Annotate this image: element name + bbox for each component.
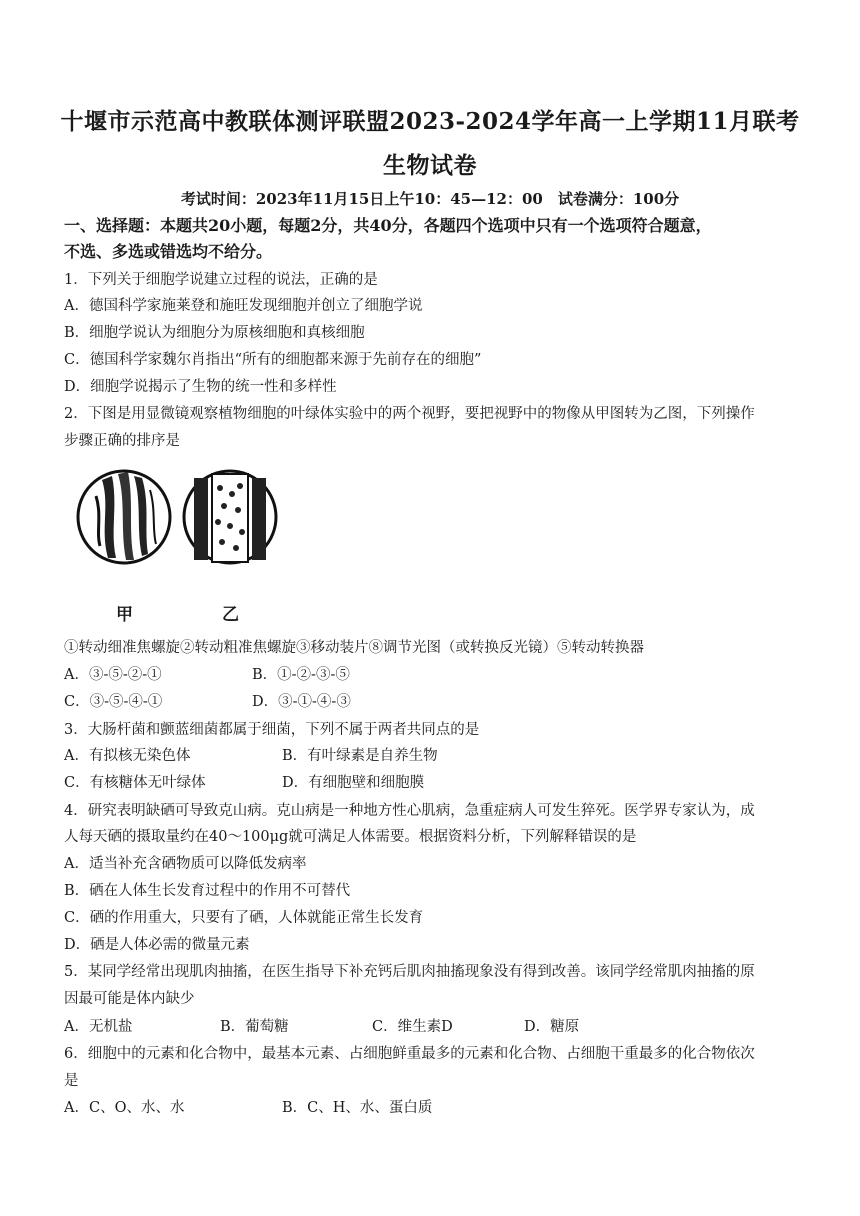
question-6-option-a: A．C、O、水、水 — [64, 1100, 185, 1116]
question-4-option-a: A．适当补充含硒物质可以降低发病率 — [64, 856, 307, 872]
question-5-stem-continued: 因最可能是体内缺少 — [64, 991, 195, 1007]
exam-info: 考试时间：2023年11月15日上午10：45—12：00 试卷满分：100分 — [180, 190, 680, 208]
question-2-stem: 2．下图是用显微镜观察植物细胞的叶绿体实验中的两个视野，要把视野中的物像从甲图转为乙图，下列操作 — [64, 406, 755, 422]
section-heading-continued: 不选、多选或错选均不给分。 — [64, 242, 273, 261]
question-2-steps: ①转动细准焦螺旋②转动粗准焦螺旋③移动装片⑧调节光图（或转换反光镜）⑤转动转换器 — [64, 640, 644, 656]
question-4-option-b: B．硒在人体生长发育过程中的作用不可替代 — [64, 883, 351, 899]
question-3-stem: 3．大肠杆菌和颤蓝细菌都属于细菌，下列不属于两者共同点的是 — [64, 722, 480, 738]
question-1-option-c: C．德国科学家魏尔肖指出“所有的细胞都来源于先前存在的细胞” — [64, 352, 482, 368]
question-1-option-d: D．细胞学说揭示了生物的统一性和多样性 — [64, 379, 337, 395]
section-heading: 一、选择题：本题共20小题，每题2分，共40分，各题四个选项中只有一个选项符合题意， — [64, 216, 712, 235]
question-6-stem-continued: 是 — [64, 1073, 79, 1089]
question-2-option-c: C．③-⑤-④-① — [64, 694, 163, 710]
question-4-option-c: C．硒的作用重大，只要有了硒，人体就能正常生长发育 — [64, 910, 424, 926]
view-yi — [184, 471, 276, 563]
question-5-option-a: A．无机盐 — [64, 1019, 133, 1035]
question-4-option-d: D．硒是人体必需的微量元素 — [64, 937, 250, 953]
question-2-option-d: D．③-①-④-③ — [252, 694, 351, 710]
figure-label-jia: 甲 — [116, 605, 133, 625]
question-1-option-b: B．细胞学说认为细胞分为原核细胞和真核细胞 — [64, 325, 365, 341]
question-6-stem: 6．细胞中的元素和化合物中，最基本元素、占细胞鲜重最多的元素和化合物、占细胞干重最多的化合物依次 — [64, 1046, 755, 1062]
question-2-option-b: B．①-②-③-⑤ — [252, 667, 350, 683]
question-1-option-a: A．德国科学家施莱登和施旺发现细胞并创立了细胞学说 — [64, 298, 423, 314]
question-2-option-a: A．③-⑤-②-① — [64, 667, 162, 683]
question-4-stem: 4．研究表明缺硒可导致克山病。克山病是一种地方性心肌病，急重症病人可发生猝死。医学界专家认为，成 — [64, 803, 755, 819]
question-5-option-d: D．糖原 — [524, 1019, 580, 1035]
question-3-option-c: C．有核糖体无叶绿体 — [64, 775, 206, 791]
exam-subject-title: 生物试卷 — [383, 152, 477, 179]
question-3-option-b: B．有叶绿素是自养生物 — [282, 748, 438, 764]
question-4-stem-continued: 人每天硒的摄取量约在40～100μg就可满足人体需要。根据资料分析，下列解释错误的是 — [64, 829, 637, 845]
question-6-option-b: B．C、H、水、蛋白质 — [282, 1100, 433, 1116]
question-5-option-b: B．葡萄糖 — [220, 1019, 289, 1035]
question-3-option-d: D．有细胞壁和细胞膜 — [282, 775, 425, 791]
microscope-views-svg — [72, 460, 292, 630]
figure-label-yi: 乙 — [222, 605, 239, 625]
question-5-stem: 5．某同学经常出现肌肉抽搐，在医生指导下补充钙后肌肉抽搐现象没有得到改善。该同学经常肌肉抽搐的原 — [64, 964, 755, 980]
view-jia — [78, 471, 170, 563]
question-1-stem: 1．下列关于细胞学说建立过程的说法，正确的是 — [64, 272, 378, 288]
question-3-option-a: A．有拟核无染色体 — [64, 748, 191, 764]
question-5-option-c: C．维生素D — [372, 1019, 453, 1035]
exam-title: 十堰市示范高中教联体测评联盟2023-2024学年高一上学期11月联考 — [60, 108, 800, 135]
question-2-stem-continued: 步骤正确的排序是 — [64, 433, 180, 449]
microscope-views-figure — [72, 460, 292, 630]
